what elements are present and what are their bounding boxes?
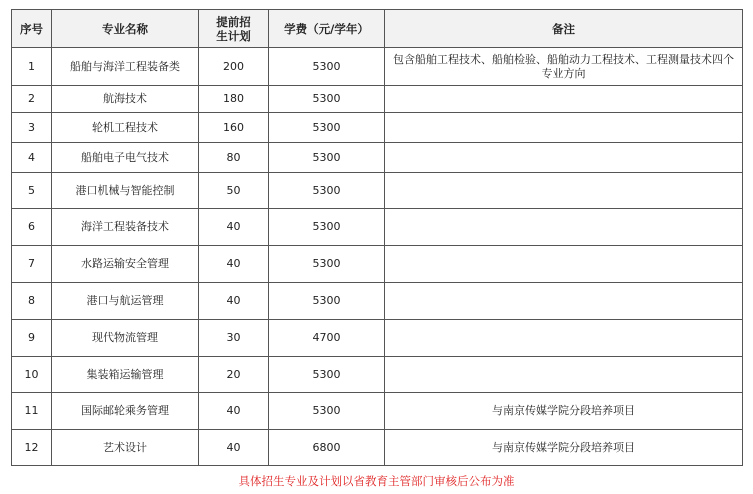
cell-index: 11	[12, 393, 52, 430]
footer-note: 具体招生专业及计划以省教育主管部门审核后公布为准	[238, 474, 515, 488]
header-index: 序号	[12, 10, 52, 48]
cell-index: 10	[12, 357, 52, 393]
cell-tuition: 5300	[269, 173, 385, 209]
cell-index: 4	[12, 143, 52, 173]
cell-major: 海洋工程装备技术	[52, 209, 199, 246]
cell-index: 2	[12, 86, 52, 113]
cell-remark	[385, 246, 743, 283]
header-plan: 提前招生计划	[199, 10, 269, 48]
table-row	[12, 48, 743, 86]
cell-plan: 200	[199, 48, 269, 86]
table-row	[12, 393, 743, 430]
header-tuition: 学费（元/学年）	[269, 10, 385, 48]
cell-index: 5	[12, 173, 52, 209]
table-row	[12, 430, 743, 466]
cell-plan: 40	[199, 430, 269, 466]
cell-index: 8	[12, 283, 52, 320]
cell-major: 现代物流管理	[52, 320, 199, 357]
table-row	[12, 86, 743, 113]
cell-tuition: 4700	[269, 320, 385, 357]
table-row	[12, 113, 743, 143]
cell-remark: 包含船舶工程技术、船舶检验、船舶动力工程技术、工程测量技术四个专业方向	[385, 48, 743, 86]
cell-plan: 180	[199, 86, 269, 113]
cell-plan: 30	[199, 320, 269, 357]
cell-tuition: 6800	[269, 430, 385, 466]
cell-major: 水路运输安全管理	[52, 246, 199, 283]
cell-remark	[385, 86, 743, 113]
cell-plan: 40	[199, 209, 269, 246]
cell-major: 集装箱运输管理	[52, 357, 199, 393]
table-row	[12, 173, 743, 209]
cell-plan: 160	[199, 113, 269, 143]
table-row	[12, 143, 743, 173]
cell-remark: 与南京传媒学院分段培养项目	[385, 430, 743, 466]
cell-tuition: 5300	[269, 246, 385, 283]
header-major: 专业名称	[52, 10, 199, 48]
cell-remark: 与南京传媒学院分段培养项目	[385, 393, 743, 430]
cell-tuition: 5300	[269, 393, 385, 430]
cell-remark	[385, 209, 743, 246]
cell-major: 航海技术	[52, 86, 199, 113]
table-row	[12, 209, 743, 246]
cell-index: 6	[12, 209, 52, 246]
admission-plan-table	[11, 9, 743, 466]
cell-index: 7	[12, 246, 52, 283]
cell-remark	[385, 143, 743, 173]
cell-major: 港口与航运管理	[52, 283, 199, 320]
cell-remark	[385, 283, 743, 320]
table-row	[12, 357, 743, 393]
cell-major: 船舶与海洋工程装备类	[52, 48, 199, 86]
cell-plan: 40	[199, 246, 269, 283]
table-row	[12, 320, 743, 357]
cell-major: 轮机工程技术	[52, 113, 199, 143]
table-row	[12, 283, 743, 320]
cell-index: 1	[12, 48, 52, 86]
cell-major: 国际邮轮乘务管理	[52, 393, 199, 430]
cell-tuition: 5300	[269, 48, 385, 86]
cell-plan: 50	[199, 173, 269, 209]
cell-tuition: 5300	[269, 283, 385, 320]
cell-plan: 40	[199, 393, 269, 430]
cell-remark	[385, 357, 743, 393]
cell-major: 船舶电子电气技术	[52, 143, 199, 173]
cell-tuition: 5300	[269, 113, 385, 143]
table-header-row	[12, 10, 743, 48]
cell-major: 港口机械与智能控制	[52, 173, 199, 209]
cell-index: 9	[12, 320, 52, 357]
cell-index: 3	[12, 113, 52, 143]
cell-major: 艺术设计	[52, 430, 199, 466]
cell-remark	[385, 173, 743, 209]
cell-tuition: 5300	[269, 357, 385, 393]
cell-index: 12	[12, 430, 52, 466]
cell-remark	[385, 113, 743, 143]
cell-plan: 40	[199, 283, 269, 320]
header-remark: 备注	[385, 10, 743, 48]
cell-plan: 20	[199, 357, 269, 393]
cell-tuition: 5300	[269, 86, 385, 113]
cell-plan: 80	[199, 143, 269, 173]
table-row	[12, 246, 743, 283]
cell-tuition: 5300	[269, 143, 385, 173]
cell-remark	[385, 320, 743, 357]
cell-tuition: 5300	[269, 209, 385, 246]
